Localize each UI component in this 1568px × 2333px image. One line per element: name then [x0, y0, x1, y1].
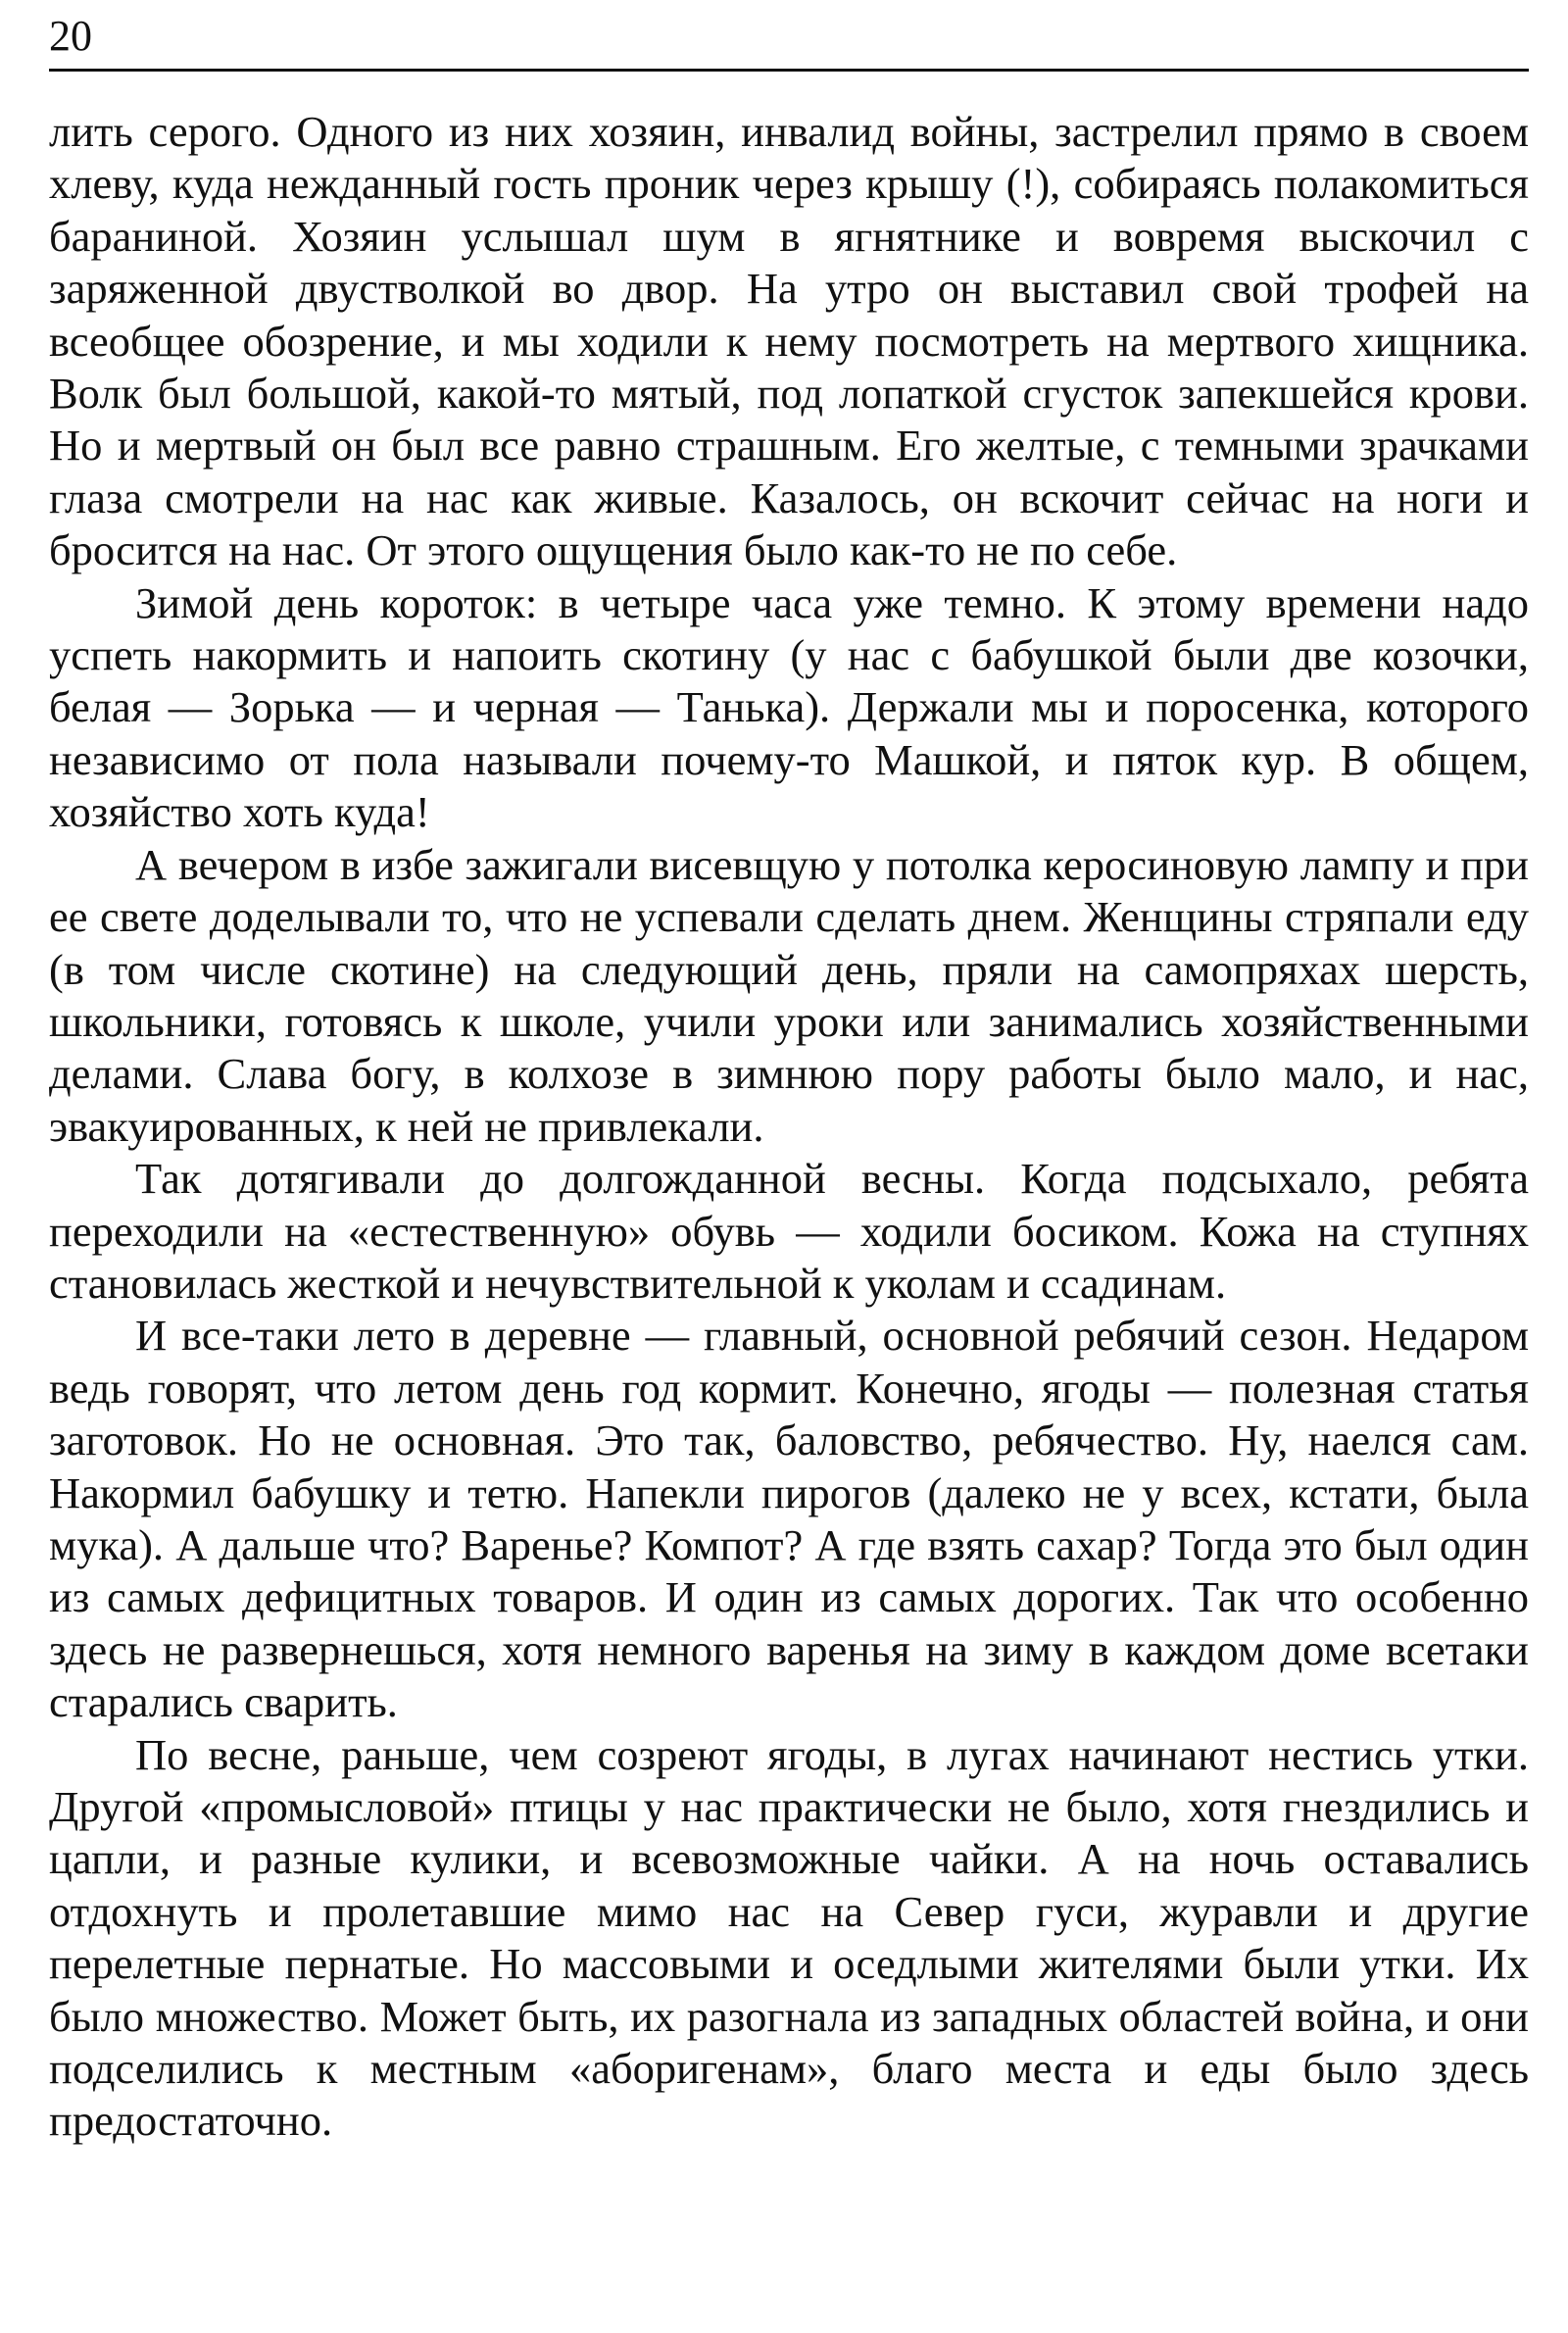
- paragraph: И все-таки лето в деревне — главный, основной ребячий сезон. Недаром ведь говорят, что летом день год кормит. Конечно, ягоды — полезная статья заготовок. Но не основная. Это так, баловство, ребячество. Ну, наелся сам. Накормил бабушку и тетю. Напекли пирогов (далеко не у всех, кстати, была мука). А дальше что? Варенье? Компот? А где взять сахар? Тогда это был один из самых дефицитных товаров. И один из самых дорогих. Так что особенно здесь не развернешься, хотя немного варенья на зиму в каждом доме всетаки старались сварить.: [49, 1311, 1529, 1727]
- paragraph: Так дотягивали до долгожданной весны. Когда подсыхало, ребята переходили на «естественную» обувь — ходили босиком. Кожа на ступнях становилась жесткой и нечувствительной к уколам и ссадинам.: [49, 1154, 1529, 1308]
- paragraph: Зимой день короток: в четыре часа уже темно. К этому времени надо успеть накормить и напоить скотину (у нас с бабушкой были две козочки, белая — Зорька — и черная — Танька). Держали мы и поросенка, которого независимо от пола называли почему-то Машкой, и пяток кур. В общем, хозяйство хоть куда!: [49, 577, 1529, 837]
- page-header: [49, 10, 1529, 69]
- paragraph: По весне, раньше, чем созреют ягоды, в лугах начинают нестись утки. Другой «промысловой» птицы у нас практически не было, хотя гнездились и цапли, и разные кулики, и всевозможные чайки. А на ночь оставались отдохнуть и пролетавшие мимо нас на Север гуси, журавли и другие перелетные пернатые. Но массовыми и оседлыми жителями были утки. Их было множество. Может быть, их разогнала из западных областей война, и они подселились к местным «аборигенам», благо места и еды было здесь предостаточно.: [49, 1729, 1529, 2146]
- book-page: [49, 0, 1529, 2333]
- paragraph: А вечером в избе зажигали висевщую у потолка керосиновую лампу и при ее свете доделывали то, что не успевали сделать днем. Женщины стряпали еду (в том числе скотине) на следующий день, пряли на самопряхах шерсть, школьники, готовясь к школе, учили уроки или занимались хозяйственными делами. Слава богу, в колхозе в зимнюю пору работы было мало, и нас, эвакуированных, к ней не привлекали.: [49, 839, 1529, 1151]
- header-rule: [49, 69, 1529, 72]
- page-number: 20: [49, 12, 92, 60]
- paragraph: лить серого. Одного из них хозяин, инвалид войны, застрелил прямо в своем хлеву, куда нежданный гость проник через крышу (!), собираясь полакомиться бараниной. Хозяин услышал шум в ягнятнике и вовремя выскочил с заряженной двустволкой во двор. На утро он выставил свой трофей на всеобщее обозрение, и мы ходили к нему посмотреть на мертвого хищника. Волк был большой, какой-то мятый, под лопаткой сгусток запекшейся крови. Но и мертвый он был все равно страшным. Его желтые, с темными зрачками глаза смотрели на нас как живые. Казалось, он вскочит сейчас на ноги и бросится на нас. От этого ощущения было как-то не по себе.: [49, 107, 1529, 575]
- body-text: [49, 106, 1529, 2148]
